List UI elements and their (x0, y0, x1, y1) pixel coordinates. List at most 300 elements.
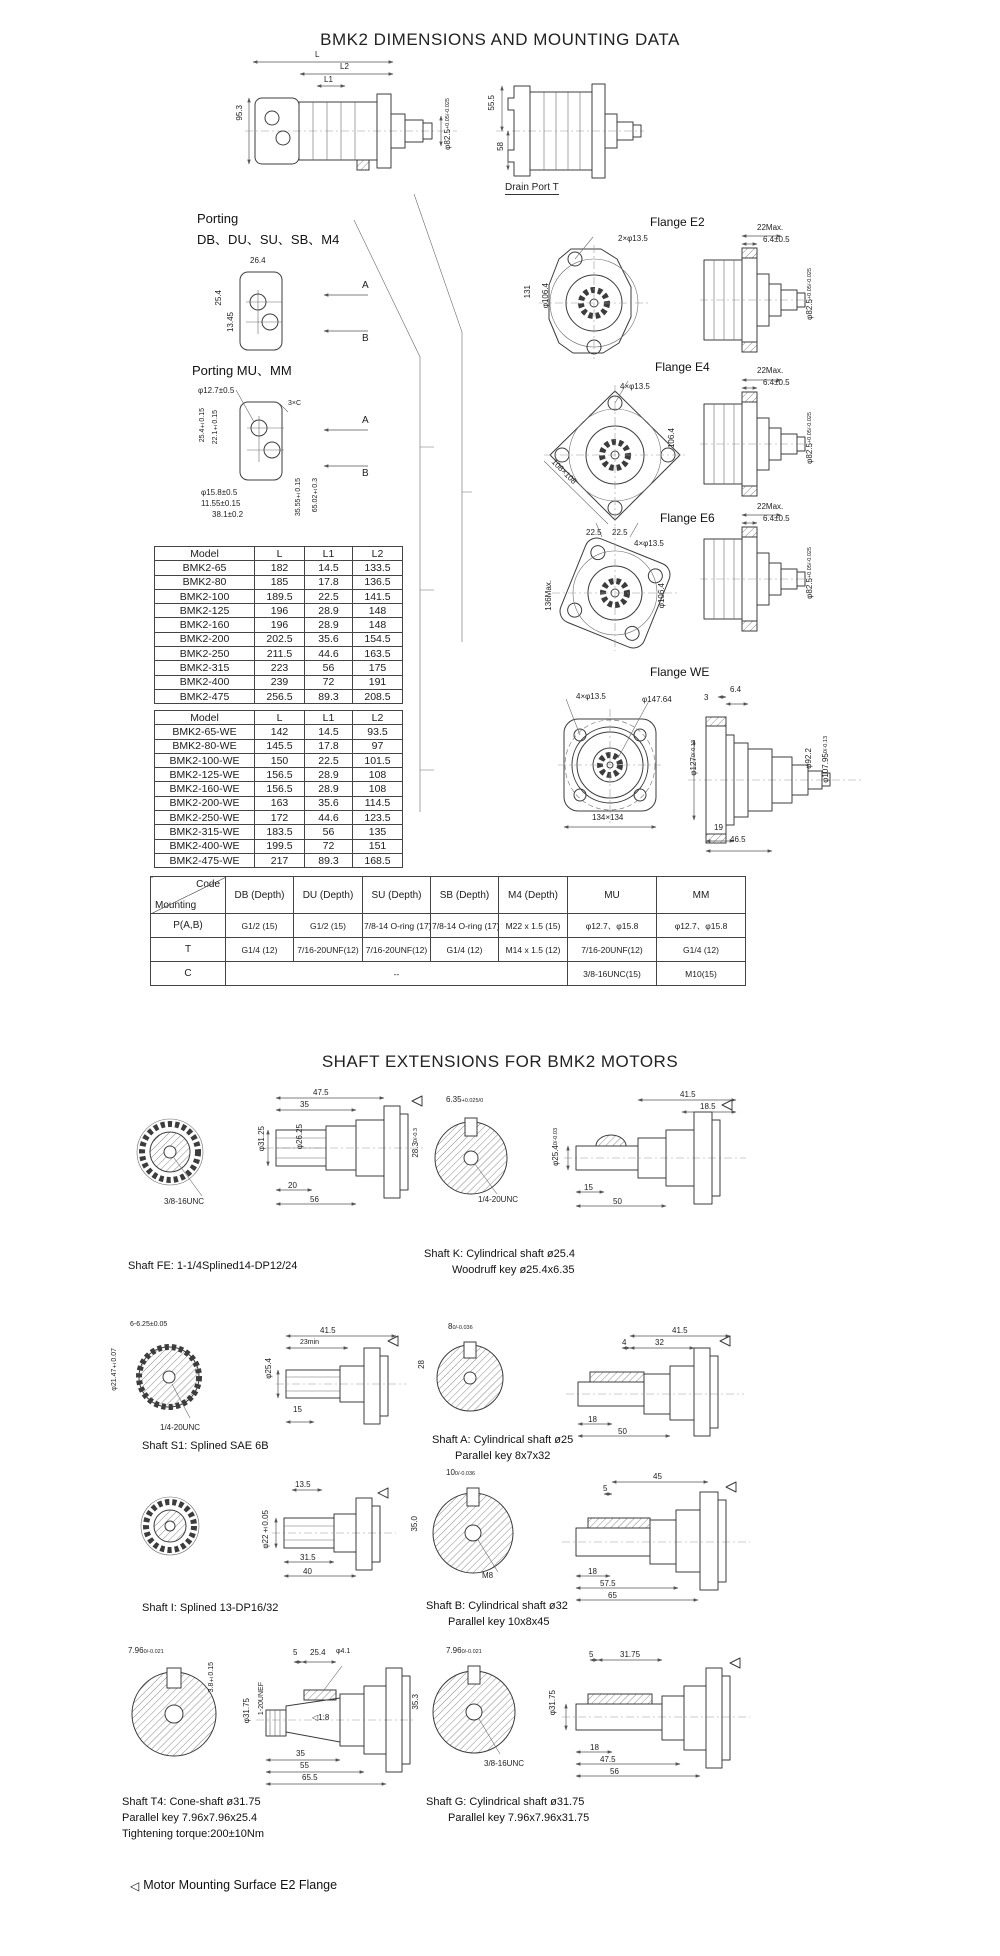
dim-label: 18 (590, 1743, 599, 1752)
table-cell: 7/16-20UNF(12) (568, 938, 657, 962)
section-label-a: A (362, 415, 369, 426)
dim-label: 22.5 (612, 528, 628, 537)
table-cell: 239 (255, 675, 305, 689)
dim-label: φ107.950/-0.13 (821, 736, 830, 783)
table-row (155, 796, 403, 810)
dim-label: 46.5 (730, 835, 746, 844)
shaft-b-caption-2: Parallel key 10x8x45 (448, 1616, 550, 1628)
shaft-t4-caption-3: Tightening torque:200±10Nm (122, 1828, 264, 1840)
drain-port-label: Drain Port T (505, 182, 559, 193)
table-cell: 14.5 (305, 561, 353, 575)
dim-label: 22.1±0.15 (212, 410, 219, 445)
page-title: BMK2 DIMENSIONS AND MOUNTING DATA (320, 30, 680, 49)
table-cell: 35.6 (305, 632, 353, 646)
row-label: T (151, 938, 226, 962)
dim-label: 28.30/-0.3 (411, 1128, 420, 1158)
table-cell: 142 (255, 725, 305, 739)
table-cell: L1 (305, 711, 353, 725)
footer-note (130, 1878, 337, 1892)
dim-label: 26.4 (250, 256, 266, 265)
table-row (151, 914, 746, 938)
dim-label: 31.75 (620, 1650, 641, 1659)
table-row (155, 839, 403, 853)
dim-label: φ147.64 (642, 695, 672, 704)
table-cell: 97 (353, 739, 403, 753)
table-row (151, 962, 746, 986)
flange-marker-icon (378, 1488, 388, 1498)
flange-e6-title: Flange E6 (660, 511, 715, 525)
dim-label: 40 (303, 1567, 312, 1576)
table-cell: 185 (255, 575, 305, 589)
table-cell: 163.5 (353, 647, 403, 661)
table-cell: 156.5 (255, 768, 305, 782)
dim-label: 65 (608, 1591, 617, 1600)
dim-label: 41.5 (680, 1090, 696, 1099)
table-cell: 17.8 (305, 739, 353, 753)
table-cell: -- (226, 962, 568, 986)
shaft-k-side-drawing (560, 1092, 750, 1222)
flange-e2-side-drawing (700, 230, 815, 354)
table-row (155, 618, 403, 632)
dim-label: φ31.75 (548, 1690, 557, 1716)
assembly-right-drawing (496, 76, 646, 186)
table-cell: 72 (305, 675, 353, 689)
dim-label: φ21.47±0.07 (111, 1348, 118, 1391)
shaft-k-face-drawing (425, 1108, 517, 1200)
table-row (155, 589, 403, 603)
table-row (155, 661, 403, 675)
dim-label: 22.5 (586, 528, 602, 537)
table-header-row (155, 547, 403, 561)
dim-label: 35.3 (411, 1694, 420, 1710)
table-cell: 44.6 (305, 811, 353, 825)
table-cell: 7/8-14 O-ring (17) (431, 914, 499, 938)
flange-marker-icon: ◁ (130, 1879, 140, 1893)
table-cell: 154.5 (353, 632, 403, 646)
dim-label: 106.4 (667, 428, 676, 449)
dim-label: φ106.4 (541, 283, 550, 309)
table-cell: 168.5 (353, 853, 403, 867)
table-row (155, 782, 403, 796)
table-cell: 196 (255, 604, 305, 618)
table-row (155, 811, 403, 825)
table-cell: BMK2-125 (155, 604, 255, 618)
thread-label: 1/4-20UNC (160, 1423, 201, 1432)
dim-label: 25.4 (214, 290, 223, 306)
table-cell: 14.5 (305, 725, 353, 739)
table-cell: 141.5 (353, 589, 403, 603)
flange-e2-title: Flange E2 (650, 215, 705, 229)
dim-label: 15 (293, 1405, 302, 1414)
table-cell: BMK2-250 (155, 647, 255, 661)
dim-label: 6-6.25±0.05 (130, 1321, 168, 1328)
dim-label: 35.55±0.15 (295, 478, 302, 517)
table-cell: G1/4 (12) (431, 938, 499, 962)
table-cell: G1/2 (15) (294, 914, 363, 938)
table-cell: 135 (353, 825, 403, 839)
table-cell: 151 (353, 839, 403, 853)
dim-label: 22Max. (757, 223, 784, 232)
dim-label: φ15.8±0.5 (201, 488, 238, 497)
shaft-a-face-drawing (430, 1334, 510, 1414)
dim-label: 108×108 (549, 457, 579, 486)
flange-e2-front-drawing (535, 243, 653, 361)
dim-label: 19 (714, 823, 723, 832)
table-row (155, 753, 403, 767)
dim-label: φ82.5+0.05/-0.025 (805, 412, 814, 464)
table-row (155, 725, 403, 739)
porting-code-table (150, 876, 746, 986)
table-cell: 163 (255, 796, 305, 810)
table-cell: 28.9 (305, 618, 353, 632)
table-cell: 256.5 (255, 689, 305, 703)
table-cell: BMK2-100 (155, 589, 255, 603)
dim-label: 6.4 (730, 685, 742, 694)
dim-label: 45 (653, 1472, 662, 1481)
dim-label: 6.4±0.5 (763, 514, 790, 523)
section-label-b: B (362, 333, 369, 344)
dim-label: 25.4 (310, 1648, 326, 1657)
dim-label: 4×φ13.5 (620, 382, 650, 391)
dim-label: 7.960/-0.021 (446, 1646, 482, 1655)
dim-label: 58 (496, 142, 505, 151)
shaft-g-face-drawing (424, 1658, 522, 1756)
table-cell: 208.5 (353, 689, 403, 703)
dim-label: 4×φ13.5 (576, 692, 606, 701)
table-cell: 28.9 (305, 782, 353, 796)
table-cell: SU (Depth) (363, 877, 431, 914)
table-cell: SB (Depth) (431, 877, 499, 914)
dim-label: L1 (324, 75, 333, 84)
table-cell: BMK2-80 (155, 575, 255, 589)
dim-label: 2×φ13.5 (618, 234, 648, 243)
table-row (155, 675, 403, 689)
flange-e6-side-drawing (700, 509, 815, 633)
table-row (155, 825, 403, 839)
thread-label: 3/8-16UNC (164, 1197, 205, 1206)
shaft-g-side-drawing (558, 1652, 753, 1778)
table-cell: L2 (353, 547, 403, 561)
dim-label: L (315, 50, 320, 59)
table-cell: 7/16-20UNF(12) (294, 938, 363, 962)
table-cell: 114.5 (353, 796, 403, 810)
table-cell: 156.5 (255, 782, 305, 796)
shaft-b-side-drawing (558, 1474, 753, 1602)
shaft-a-caption-2: Parallel key 8x7x32 (455, 1450, 551, 1462)
table-cell: MU (568, 877, 657, 914)
porting-title: Porting (197, 211, 239, 226)
dim-label: 3.8±0.15 (208, 1662, 215, 1693)
section-label-a: A (362, 280, 369, 291)
dim-label: 47.5 (313, 1088, 329, 1097)
table-cell: 148 (353, 604, 403, 618)
shaft-fe-side-drawing (262, 1090, 430, 1220)
table-row (155, 604, 403, 618)
table-cell: 172 (255, 811, 305, 825)
table-cell: 123.5 (353, 811, 403, 825)
dim-label: 6.35+0.025/0 (446, 1095, 484, 1104)
table-row (155, 647, 403, 661)
corner-code-label: Code (196, 879, 220, 890)
table-cell: BMK2-80-WE (155, 739, 255, 753)
row-label: P(A,B) (151, 914, 226, 938)
shaft-b-face-drawing (424, 1480, 520, 1576)
shaft-t4-caption: Shaft T4: Cone-shaft ø31.75 (122, 1796, 261, 1808)
dim-label: φ1270/-0.13 (689, 740, 698, 776)
dim-label: 22Max. (757, 502, 784, 511)
dim-label: 100/-0.036 (446, 1468, 476, 1477)
shaft-k-caption: Shaft K: Cylindrical shaft ø25.4 (424, 1248, 576, 1260)
dim-label: 65.5 (302, 1773, 318, 1782)
table-row (155, 853, 403, 867)
table-cell: BMK2-100-WE (155, 753, 255, 767)
table-cell: 93.5 (353, 725, 403, 739)
dim-label: φ12.7±0.5 (198, 386, 235, 395)
table-cell: 3/8-16UNC(15) (568, 962, 657, 986)
table-row (151, 938, 746, 962)
dim-label: φ26.25 (295, 1124, 304, 1150)
section-label-b: B (362, 468, 369, 479)
dim-label: 56 (310, 1195, 319, 1204)
table-cell: 108 (353, 782, 403, 796)
section-arrows-1 (322, 285, 372, 340)
table-cell: G1/2 (15) (226, 914, 294, 938)
table-cell: 28.9 (305, 768, 353, 782)
section-arrows-2 (322, 420, 372, 475)
dim-label: φ82.5+0.05/-0.025 (805, 547, 814, 599)
table-cell: BMK2-160-WE (155, 782, 255, 796)
table-cell: 199.5 (255, 839, 305, 853)
flange-marker-icon (722, 1100, 732, 1110)
table-cell: L1 (305, 547, 353, 561)
table-cell: 56 (305, 825, 353, 839)
table-cell: BMK2-125-WE (155, 768, 255, 782)
table-cell: G1/4 (12) (226, 938, 294, 962)
shaft-s1-face-drawing (126, 1332, 212, 1418)
table-cell: 44.6 (305, 647, 353, 661)
table-cell: 108 (353, 768, 403, 782)
dim-label: 38.1±0.2 (212, 510, 244, 519)
table-row (155, 689, 403, 703)
table-cell: BMK2-65 (155, 561, 255, 575)
corner-mounting-label: Mounting (155, 900, 197, 911)
dim-label: φ25.4 (264, 1358, 273, 1379)
shaft-fe-face-drawing (128, 1110, 212, 1194)
table-cell: 133.5 (353, 561, 403, 575)
table-cell: 148 (353, 618, 403, 632)
table-cell: 7/8-14 O-ring (17) (363, 914, 431, 938)
shaft-s1-side-drawing (274, 1328, 409, 1440)
porting-mu-mm-title: Porting MU、MM (192, 363, 292, 378)
shaft-i-side-drawing (270, 1482, 398, 1586)
taper-ratio-label: ◁1:8 (312, 1713, 330, 1722)
table-cell: 189.5 (255, 589, 305, 603)
dim-label: 32 (655, 1338, 664, 1347)
table-cell: MM (657, 877, 746, 914)
dim-label: φ106.4 (657, 583, 666, 609)
table-row (155, 632, 403, 646)
shaft-i-caption: Shaft I: Splined 13-DP16/32 (142, 1602, 279, 1614)
shaft-t4-side-drawing (254, 1654, 419, 1786)
flange-marker-icon (730, 1658, 740, 1668)
dim-label: 11.55±0.15 (201, 499, 241, 508)
dim-label: φ82.5+0.05/-0.025 (805, 268, 814, 320)
table-row (155, 768, 403, 782)
table-cell: 72 (305, 839, 353, 853)
row-label: C (151, 962, 226, 986)
flange-e4-side-drawing (700, 374, 815, 498)
table-row (155, 575, 403, 589)
dim-label: L2 (340, 62, 349, 71)
dim-label: 20 (288, 1181, 297, 1190)
flange-marker-icon (412, 1096, 422, 1106)
shaft-i-face-drawing (134, 1490, 206, 1562)
table-cell: 150 (255, 753, 305, 767)
dim-label: 4×φ13.5 (634, 539, 664, 548)
table-cell: BMK2-200-WE (155, 796, 255, 810)
table-cell: 35.6 (305, 796, 353, 810)
dim-label: 3×C (288, 400, 302, 407)
table-row (155, 561, 403, 575)
table-cell: Model (155, 547, 255, 561)
dim-label: 15 (584, 1183, 593, 1192)
port-face-1-drawing (232, 268, 296, 356)
table-cell: 175 (353, 661, 403, 675)
dim-label: 22Max. (757, 366, 784, 375)
table-cell: L (255, 547, 305, 561)
table-cell: M4 (Depth) (499, 877, 568, 914)
dim-label: 55.5 (487, 95, 496, 111)
table-cell: G1/4 (12) (657, 938, 746, 962)
table-cell: BMK2-400-WE (155, 839, 255, 853)
table-cell: M10(15) (657, 962, 746, 986)
shaft-a-caption: Shaft A: Cylindrical shaft ø25 (432, 1434, 574, 1446)
table-cell: L (255, 711, 305, 725)
table-cell: L2 (353, 711, 403, 725)
porting-codes: DB、DU、SU、SB、M4 (197, 232, 340, 247)
table-cell: 7/16-20UNF(12) (363, 938, 431, 962)
table-cell: 136.5 (353, 575, 403, 589)
flange-marker-icon: ◁ (312, 1713, 319, 1722)
dim-label: φ31.25 (257, 1126, 266, 1152)
footer-text: Motor Mounting Surface E2 Flange (143, 1878, 338, 1892)
thread-label: 1/4-20UNC (478, 1195, 519, 1204)
table-cell: φ12.7、φ15.8 (657, 914, 746, 938)
thread-label: M8 (482, 1571, 494, 1580)
dim-label: 13.5 (295, 1480, 311, 1489)
dim-label: 25.4±0.15 (199, 408, 206, 443)
dim-label: 41.5 (672, 1326, 688, 1335)
dim-label: 7.960/-0.021 (128, 1646, 164, 1655)
dim-label: φ25.40/-0.03 (551, 1128, 560, 1166)
port-face-2-drawing (232, 398, 296, 486)
dimension-table-2 (154, 710, 403, 868)
dim-label: φ82.5+0.05/-0.025 (443, 98, 452, 150)
dim-label: 35.0 (410, 1516, 419, 1532)
flange-we-title: Flange WE (650, 665, 710, 679)
assembly-left-drawing (245, 52, 460, 182)
table-cell: 101.5 (353, 753, 403, 767)
table-cell: 182 (255, 561, 305, 575)
dim-label: φ22±0.05 (261, 1510, 270, 1549)
dim-label: 5 (603, 1484, 608, 1493)
dim-label: 6.4±0.5 (763, 235, 790, 244)
dim-label: 35 (300, 1100, 309, 1109)
table-cell: BMK2-475 (155, 689, 255, 703)
table-cell: BMK2-315-WE (155, 825, 255, 839)
dimension-table-1 (154, 546, 403, 704)
table-cell: BMK2-315 (155, 661, 255, 675)
section-title: SHAFT EXTENSIONS FOR BMK2 MOTORS (321, 1052, 679, 1071)
table-cell: 89.3 (305, 853, 353, 867)
shaft-g-caption-2: Parallel key 7.96x7.96x31.75 (448, 1812, 590, 1824)
flange-marker-icon (726, 1482, 736, 1492)
table-cell: 211.5 (255, 647, 305, 661)
table-cell: BMK2-250-WE (155, 811, 255, 825)
table-header-row (151, 877, 746, 914)
dim-label: 4 (622, 1338, 627, 1347)
table-cell: BMK2-65-WE (155, 725, 255, 739)
table-cell: BMK2-200 (155, 632, 255, 646)
dim-label: 41.5 (320, 1326, 336, 1335)
dim-label: 131 (523, 285, 532, 299)
flange-marker-icon (388, 1336, 398, 1346)
dim-label: 80/-0.036 (448, 1322, 473, 1331)
dim-label: 95.3 (235, 105, 244, 121)
table-cell: 145.5 (255, 739, 305, 753)
dim-label: 136Max. (544, 580, 553, 611)
dim-label: 134×134 (592, 813, 624, 822)
dim-label: 56 (610, 1767, 619, 1776)
table-header-row (155, 711, 403, 725)
dim-label: φ4.1 (336, 1648, 351, 1655)
thread-label: 3/8-16UNC (484, 1759, 525, 1768)
table-cell: DB (Depth) (226, 877, 294, 914)
dim-label: 3 (704, 693, 709, 702)
dim-label: 5 (293, 1648, 298, 1657)
thread-label: 1-20UNEF (258, 1682, 265, 1716)
shaft-k-caption-2: Woodruff key ø25.4x6.35 (452, 1264, 575, 1276)
dim-label: 50 (613, 1197, 622, 1206)
dim-label: 55 (300, 1761, 309, 1770)
dim-label: 23min (300, 1339, 320, 1346)
dim-label: 31.5 (300, 1553, 316, 1562)
shaft-s1-caption: Shaft S1: Splined SAE 6B (142, 1440, 269, 1452)
dim-label: 13.45 (226, 312, 235, 333)
shaft-fe-caption: Shaft FE: 1-1/4Splined14-DP12/24 (128, 1260, 298, 1272)
table-cell: BMK2-475-WE (155, 853, 255, 867)
dim-label: 6.4±0.5 (763, 378, 790, 387)
dim-label: 50 (618, 1427, 627, 1436)
table-cell: 17.8 (305, 575, 353, 589)
dim-label: 5 (589, 1650, 594, 1659)
dim-label: 35 (296, 1749, 305, 1758)
table-row (155, 739, 403, 753)
table-cell: BMK2-400 (155, 675, 255, 689)
table-cell: 217 (255, 853, 305, 867)
dim-label: 47.5 (600, 1755, 616, 1764)
table-cell: 196 (255, 618, 305, 632)
table-cell: DU (Depth) (294, 877, 363, 914)
dim-label: 18 (588, 1415, 597, 1424)
dim-label: φ31.75 (242, 1698, 251, 1724)
table-cell: φ12.7、φ15.8 (568, 914, 657, 938)
shaft-b-caption: Shaft B: Cylindrical shaft ø32 (426, 1600, 568, 1612)
table-cell: Model (155, 711, 255, 725)
table-cell: 28.9 (305, 604, 353, 618)
table-cell: M14 x 1.5 (12) (499, 938, 568, 962)
corner-cell (151, 877, 226, 914)
